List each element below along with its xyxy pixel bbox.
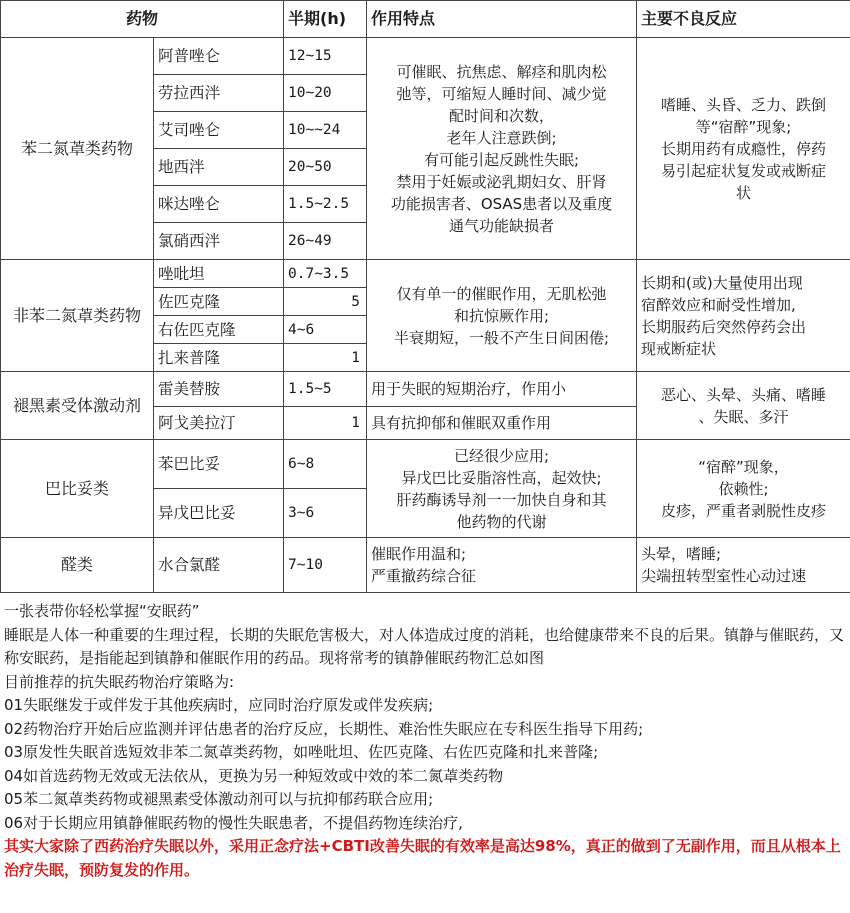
adverse-line: 皮疹，严重者剥脱性皮疹 (661, 501, 827, 520)
strategy-item: 04如首选药物无效或无法依从，更换为另一种短效或中效的苯二氮䓬类药物 (4, 766, 504, 785)
header-half-life: 半期(h) (284, 1, 367, 38)
adverse-benzodiazepines (637, 38, 850, 260)
drug-name: 氯硝西泮 (154, 223, 284, 260)
feature-line: 功能损害者、OSAS患者以及重度 (390, 194, 613, 213)
half-life: 10~~24 (284, 112, 367, 149)
drug-name: 佐匹克隆 (154, 288, 284, 316)
features-barbiturates (367, 440, 637, 538)
drug-name: 地西泮 (154, 149, 284, 186)
highlight-text: 其实大家除了西药治疗失眠以外，采用正念疗法+CBTI改善失眠的有效率是高达98%，真正的做到了无副作用，而且从根本上治疗失眠，预防复发的作用。 (4, 837, 841, 879)
notes-intro: 睡眠是人体一种重要的生理过程，长期的失眠危害极大，对人体造成过度的消耗，也给健康带来不良的后果。镇静与催眠药，又称安眠药，是指能起到镇静和催眠作用的药品。现将常考的镇静催眠药物汇总如图 (4, 625, 845, 667)
drug-name: 水合氯醛 (154, 538, 284, 593)
drug-name: 唑吡坦 (154, 260, 284, 288)
table-row (1, 38, 850, 75)
header-drug: 药物 (1, 1, 284, 38)
feature-cell: 用于失眠的短期治疗，作用小 (367, 372, 637, 407)
adverse-line: 现戒断症状 (641, 339, 717, 358)
half-life: 4~6 (284, 316, 367, 344)
feature-line: 异戊巴比妥脂溶性高，起效快; (401, 468, 602, 487)
strategy-item: 02药物治疗开始后应监测并评估患者的治疗反应，长期性、难治性失眠应在专科医生指导下用药; (4, 719, 644, 738)
table-row (1, 372, 850, 407)
adverse-line: 恶心、头晕、头痛、嗜睡 (661, 385, 827, 404)
adverse-line: “宿醉”现象， (698, 457, 789, 476)
adverse-line: 头晕，嗜睡; (641, 545, 722, 563)
drug-name: 扎来普隆 (154, 344, 284, 372)
feature-line: 半衰期短，一般不产生日间困倦; (393, 328, 610, 347)
strategy-item: 03原发性失眠首选短效非苯二氮䓬类药物，如唑吡坦、佐匹克隆、右佐匹克隆和扎来普隆; (4, 743, 599, 761)
adverse-barbiturates (637, 440, 850, 538)
strategy-item: 06对于长期应用镇静催眠药物的慢性失眠患者，不提倡药物连续治疗, (4, 813, 463, 832)
drug-name: 阿普唑仑 (154, 38, 284, 75)
half-life: 6~8 (284, 440, 367, 489)
strategy-title: 目前推荐的抗失眠药物治疗策略为: (4, 672, 235, 691)
table-row (1, 538, 850, 593)
header-adverse: 主要不良反应 (637, 1, 850, 38)
adverse-line: 尖端扭转型室性心动过速 (641, 567, 807, 585)
feature-line: 肝药酶诱导剂一一加快自身和其 (396, 490, 607, 509)
feature-line: 有可能引起反跳性失眠; (423, 150, 580, 169)
feature-line: 催眠作用温和; (371, 545, 467, 563)
drug-name: 咪达唑仑 (154, 186, 284, 223)
feature-line: 老年人注意跌倒; (446, 128, 557, 147)
adverse-line: 等“宿醉”现象; (695, 117, 792, 136)
feature-line: 通气功能缺损者 (449, 216, 555, 235)
drug-name: 异戊巴比妥 (154, 489, 284, 538)
feature-line: 弛等，可缩短人睡时间、减少觉 (396, 84, 607, 103)
adverse-line: 、失眠、多汗 (698, 407, 789, 426)
adverse-line: 宿醉效应和耐受性增加, (641, 295, 796, 314)
half-life: 1.5~5 (284, 372, 367, 407)
notes-title: 一张表带你轻松掌握“安眠药” (4, 602, 200, 620)
adverse-melatonin-agonists (637, 372, 850, 440)
drug-name: 劳拉西泮 (154, 75, 284, 112)
feature-line: 严重撤药综合征 (371, 567, 477, 585)
half-life: 1.5~2.5 (284, 186, 367, 223)
features-benzodiazepines (367, 38, 637, 260)
table-row (1, 260, 850, 288)
half-life: 10~20 (284, 75, 367, 112)
features-aldehydes (367, 538, 637, 593)
half-life: 12~15 (284, 38, 367, 75)
feature-line: 可催眠、抗焦虑、解痉和肌肉松 (396, 62, 607, 81)
adverse-line: 长期和(或)大量使用出现 (641, 273, 803, 292)
feature-line: 已经很少应用; (453, 446, 550, 465)
feature-line: 和抗惊厥作用; (453, 306, 550, 325)
notes-section (4, 600, 846, 882)
feature-line: 禁用于妊娠或泌乳期妇女、肝肾 (396, 172, 607, 191)
category-non-benzodiazepines: 非苯二氮䓬类药物 (1, 260, 154, 372)
adverse-line: 依赖性; (718, 479, 769, 498)
half-life: 1 (284, 344, 367, 372)
drug-name: 苯巴比妥 (154, 440, 284, 489)
feature-cell: 具有抗抑郁和催眠双重作用 (367, 407, 637, 440)
half-life: 1 (284, 407, 367, 440)
adverse-line: 长期服药后突然停药会出 (641, 317, 807, 336)
drug-name: 右佐匹克隆 (154, 316, 284, 344)
adverse-line: 状 (736, 183, 752, 202)
header-features: 作用特点 (367, 1, 637, 38)
strategy-item: 05苯二氮䓬类药物或褪黑素受体激动剂可以与抗抑郁药联合应用; (4, 790, 434, 808)
half-life: 3~6 (284, 489, 367, 538)
adverse-line: 易引起症状复发或戒断症 (661, 161, 827, 180)
half-life: 5 (284, 288, 367, 316)
feature-line: 仅有单一的催眠作用，无肌松弛 (396, 284, 607, 303)
half-life: 7~10 (284, 538, 367, 593)
adverse-line: 嗜睡、头昏、乏力、跌倒 (661, 95, 827, 114)
features-non-benzodiazepines (367, 260, 637, 372)
category-barbiturates: 巴比妥类 (1, 440, 154, 538)
drug-name: 艾司唑仑 (154, 112, 284, 149)
drug-name: 雷美替胺 (154, 372, 284, 407)
category-melatonin-agonists: 褪黑素受体激动剂 (1, 372, 154, 440)
half-life: 20~50 (284, 149, 367, 186)
table-row (1, 440, 850, 489)
half-life: 0.7~3.5 (284, 260, 367, 288)
adverse-non-benzodiazepines (637, 260, 850, 372)
adverse-aldehydes (637, 538, 850, 593)
feature-line: 配时间和次数， (449, 106, 555, 125)
drug-name: 阿戈美拉汀 (154, 407, 284, 440)
strategy-item: 01失眠继发于或伴发于其他疾病时，应同时治疗原发或伴发疾病; (4, 696, 434, 714)
feature-line: 他药物的代谢 (456, 512, 547, 531)
table-header-row (1, 1, 850, 38)
adverse-line: 长期用药有成瘾性，停药 (661, 139, 827, 158)
half-life: 26~49 (284, 223, 367, 260)
category-aldehydes: 醛类 (1, 538, 154, 593)
category-benzodiazepines: 苯二氮䓬类药物 (1, 38, 154, 260)
